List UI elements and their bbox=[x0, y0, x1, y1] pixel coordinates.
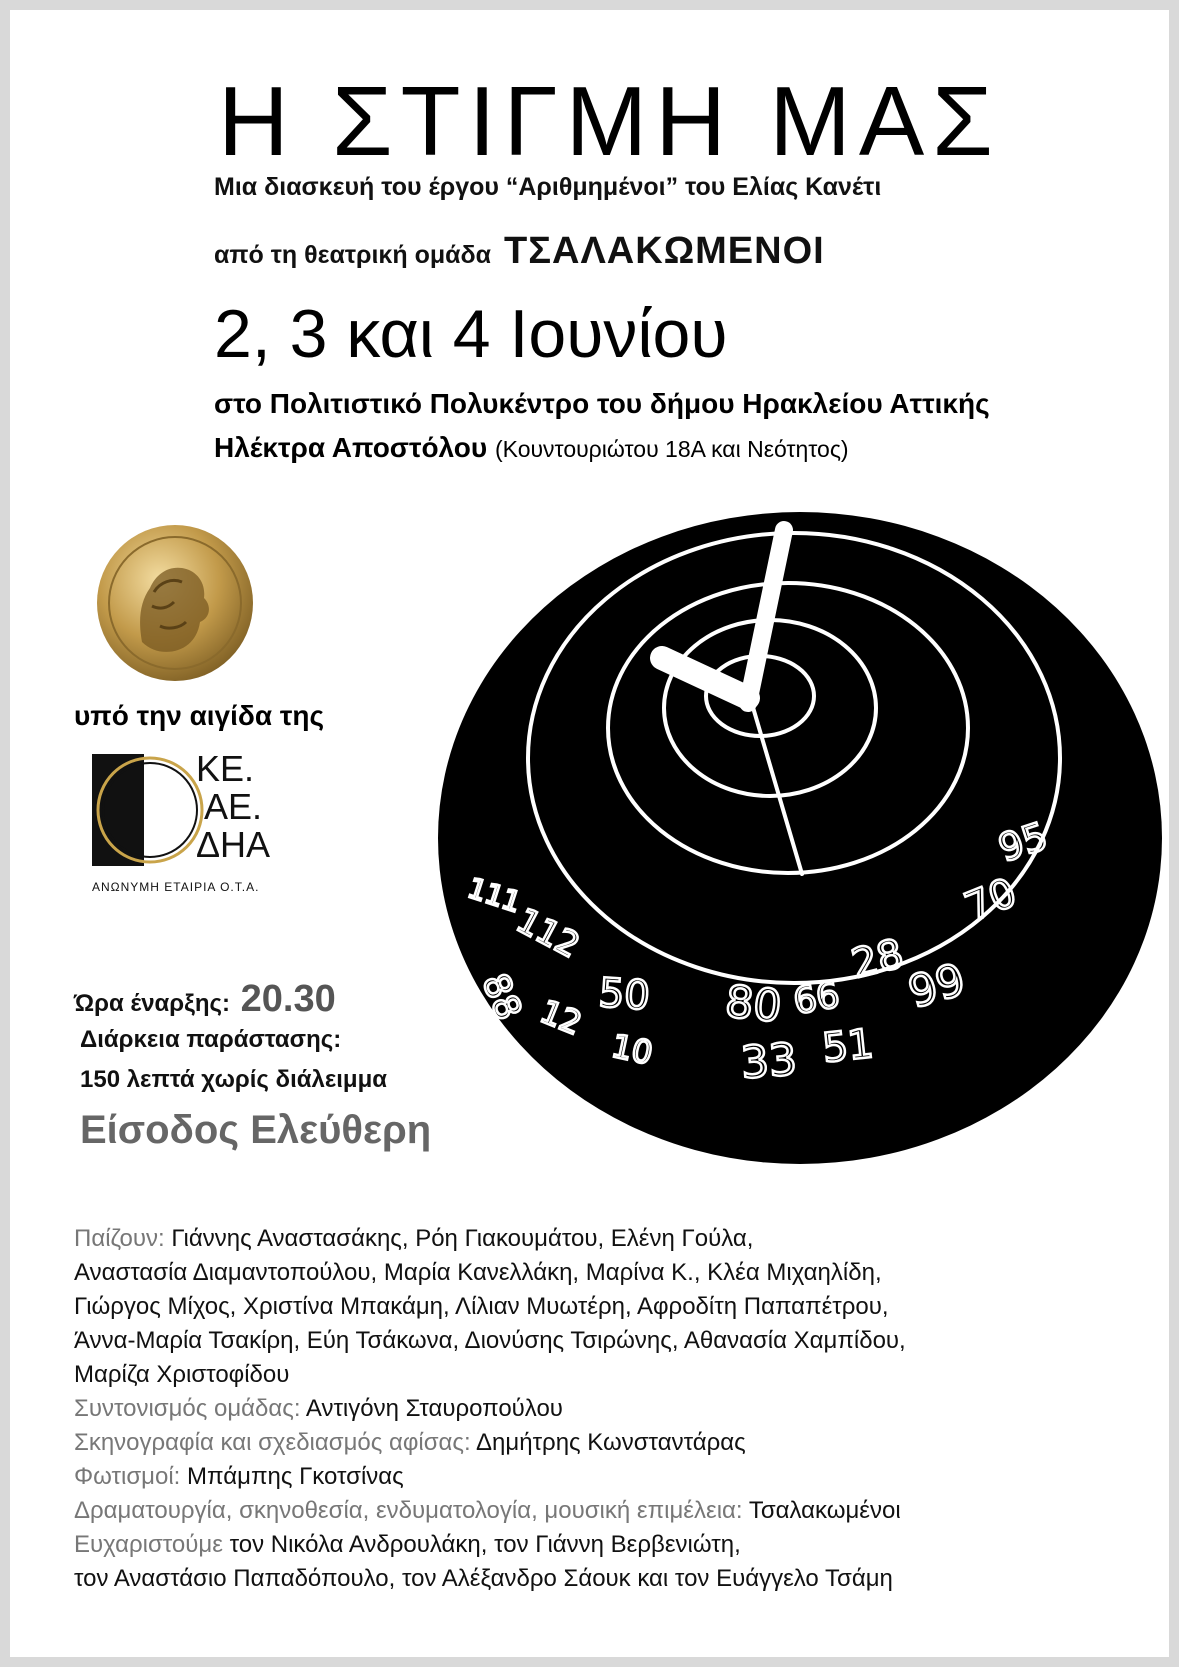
lighting-line bbox=[74, 1460, 1154, 1494]
cast-label: Παίζουν: bbox=[74, 1225, 165, 1252]
thanks-names-1: τον Νικόλα Ανδρουλάκη, τον Γιάννη Βερβενιώτη, bbox=[222, 1531, 741, 1558]
lighting-label: Φωτισμοί: bbox=[74, 1463, 181, 1490]
troupe-line bbox=[214, 232, 825, 270]
clock-number: 50 bbox=[597, 970, 652, 1020]
auspice-text: υπό την αιγίδα της bbox=[74, 700, 325, 731]
clock-number: 95 bbox=[993, 813, 1053, 871]
venue-name: Ηλέκτρα Αποστόλου bbox=[214, 432, 488, 463]
free-entry-text: Είσοδος Ελεύθερη bbox=[80, 1108, 432, 1152]
target-clock-icon bbox=[426, 508, 1162, 1168]
cast-names-1: Γιάννης Αναστασάκης, Ρόη Γιακουμάτου, Ελένη Γούλα, bbox=[164, 1225, 754, 1252]
clock-number: 70 bbox=[958, 869, 1023, 932]
clock-number: 111 bbox=[463, 871, 525, 920]
cast-line-5: Μαρίζα Χριστοφίδου bbox=[74, 1361, 290, 1388]
scenography-line bbox=[74, 1426, 1154, 1460]
dramaturgy-value: Τσαλακωμένοι bbox=[742, 1497, 901, 1524]
clock-number: 28 bbox=[847, 930, 908, 988]
thanks-line-1 bbox=[74, 1528, 1154, 1562]
start-time-label: Ώρα έναρξης: bbox=[74, 990, 230, 1017]
coordination-line bbox=[74, 1392, 1154, 1426]
coordination-label: Συντονισμός ομάδας: bbox=[74, 1395, 301, 1422]
clock-number: 80 bbox=[722, 976, 784, 1033]
hercules-medal-icon bbox=[94, 522, 256, 684]
lighting-value: Μπάμπης Γκοτσίνας bbox=[180, 1463, 404, 1490]
thanks-line-2: τον Αναστάσιο Παπαδόπουλο, τον Αλέξανδρο Σάουκ και τον Ευάγγελο Τσάμη bbox=[74, 1565, 893, 1592]
ked-logo-line1: ΚΕ. bbox=[196, 748, 255, 789]
clock-number: 99 bbox=[902, 954, 971, 1019]
poster-sheet bbox=[10, 10, 1169, 1657]
duration-value: 150 λεπτά χωρίς διάλειμμα bbox=[80, 1066, 388, 1093]
ked-logo-line3: ΔΗΑ bbox=[196, 824, 271, 865]
ked-logo-line2: ΑΕ. bbox=[204, 786, 263, 827]
venue-address: (Κουντουριώτου 18Α και Νεότητος) bbox=[494, 436, 849, 462]
dramaturgy-line bbox=[74, 1494, 1154, 1528]
thanks-label: Ευχαριστούμε bbox=[74, 1531, 223, 1558]
dramaturgy-label: Δραματουργία, σκηνοθεσία, ενδυματολογία, μουσική επιμέλεια: bbox=[74, 1497, 743, 1524]
clock-number: 112 bbox=[509, 900, 586, 967]
adaptation-line: Μια διασκευή του έργου “Αριθμημένοι” του Ελίας Κανέτι bbox=[214, 173, 882, 201]
cast-line-2: Αναστασία Διαμαντοπούλου, Μαρία Κανελλάκη, Μαρίνα Κ., Κλέα Μιχαηλίδη, bbox=[74, 1259, 882, 1286]
cast-line-1 bbox=[74, 1222, 1154, 1256]
scenography-label: Σκηνογραφία και σχεδιασμός αφίσας: bbox=[74, 1429, 471, 1456]
start-time-line bbox=[74, 978, 336, 1021]
clock-number: 51 bbox=[820, 1020, 876, 1072]
clock-number: 66 bbox=[790, 974, 843, 1023]
duration-label: Διάρκεια παράστασης: bbox=[80, 1026, 342, 1053]
cast-line-4: Άννα-Μαρία Τσακίρη, Εύη Τσάκωνα, Διονύσης Τσιρώνης, Αθανασία Χαμπίδου, bbox=[74, 1327, 906, 1354]
ked-logo-icon bbox=[92, 750, 292, 900]
poster-title: Η ΣΤΙΓΜΗ ΜΑΣ bbox=[218, 66, 1001, 176]
scenography-value: Δημήτρης Κωνσταντάρας bbox=[470, 1429, 746, 1456]
venue-name-line bbox=[214, 432, 849, 464]
start-time-value: 20.30 bbox=[240, 978, 336, 1020]
ked-logo-letters bbox=[196, 750, 270, 864]
troupe-name: ΤΣΑΛΑΚΩΜΕΝΟΙ bbox=[504, 230, 825, 272]
clock-number: 33 bbox=[739, 1034, 799, 1089]
clock-number: 12 bbox=[535, 992, 587, 1043]
clock-number: 10 bbox=[608, 1026, 657, 1073]
clock-number: 88 bbox=[473, 968, 529, 1026]
venue-line: στο Πολιτιστικό Πολυκέντρο του δήμου Ηρακλείου Αττικής bbox=[214, 388, 990, 419]
performance-dates: 2, 3 και 4 Ιουνίου bbox=[214, 296, 728, 372]
coordination-value: Αντιγόνη Σταυροπούλου bbox=[300, 1395, 563, 1422]
cast-line-3: Γιώργος Μίχος, Χριστίνα Μπακάμη, Λίλιαν Μυωτέρη, Αφροδίτη Παπαπέτρου, bbox=[74, 1293, 889, 1320]
troupe-prefix: από τη θεατρική ομάδα bbox=[214, 241, 492, 269]
credits-block bbox=[74, 1222, 1154, 1596]
ked-logo-tagline: ΑΝΩΝΥΜΗ ΕΤΑΙΡΙΑ Ο.Τ.Α. bbox=[92, 880, 260, 894]
